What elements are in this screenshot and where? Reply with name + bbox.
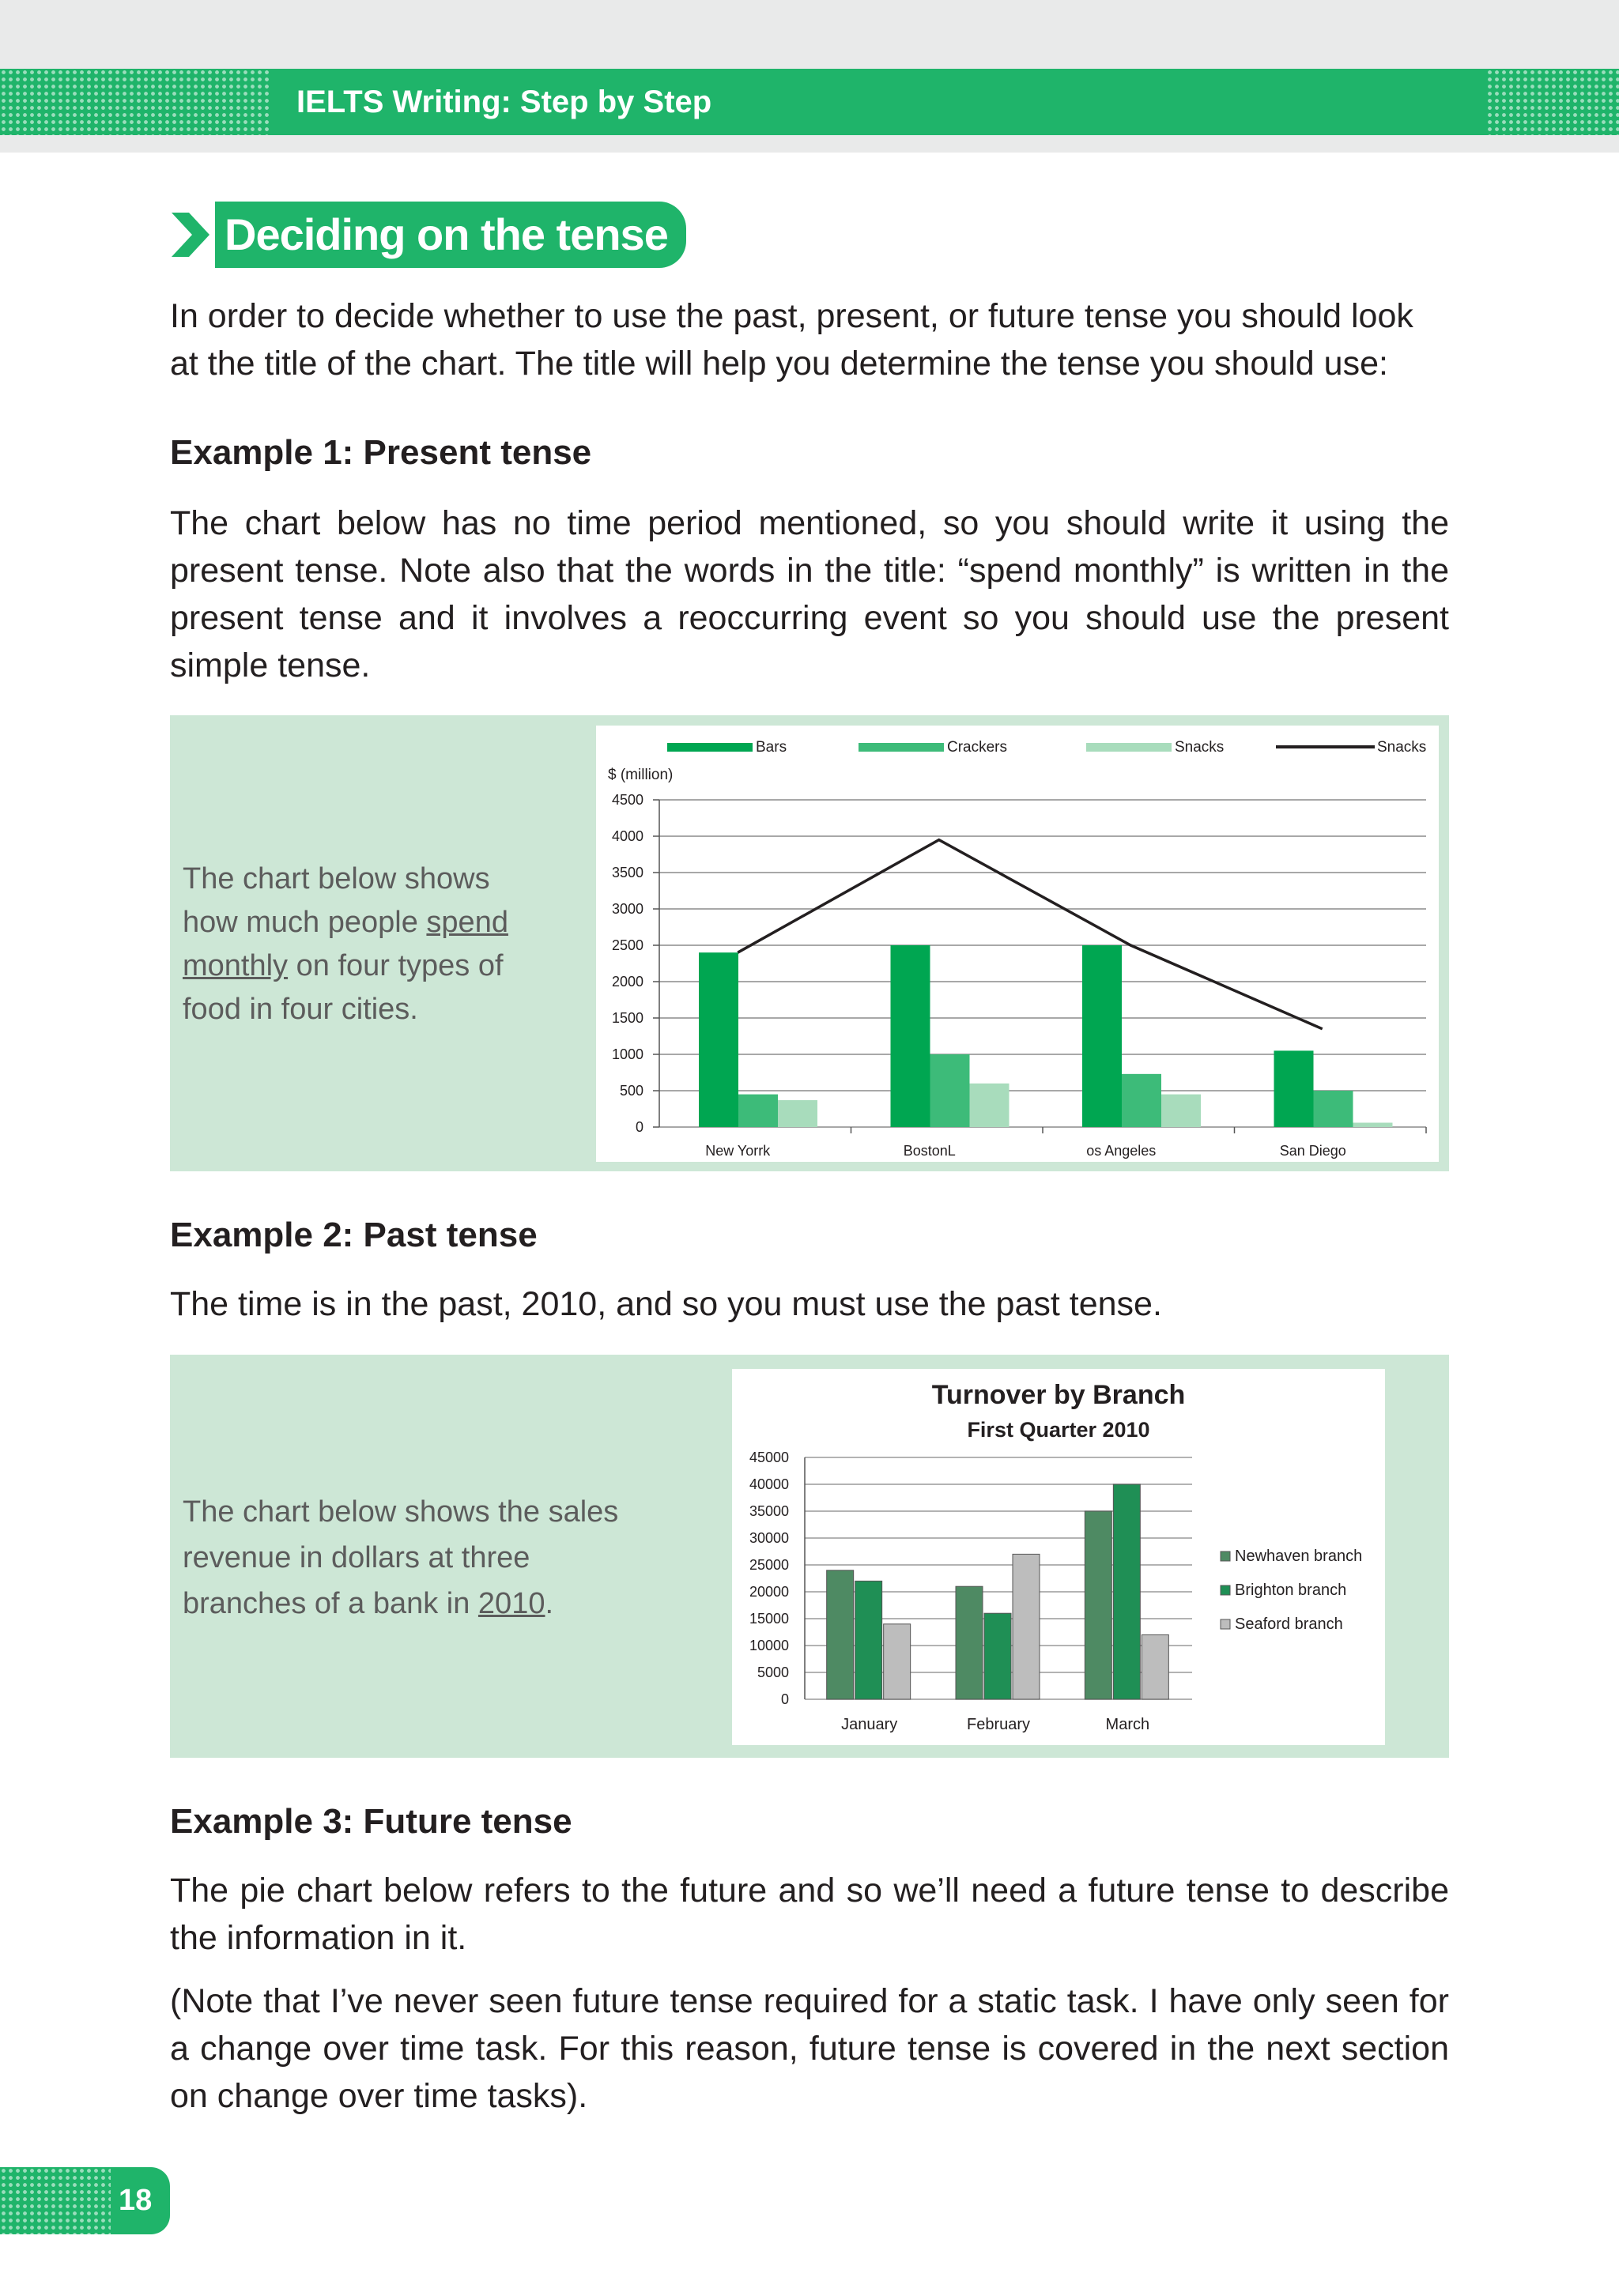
top-margin <box>0 0 1619 69</box>
x-tick-label: March <box>1105 1716 1150 1733</box>
chart-title: Turnover by Branch <box>931 1380 1186 1410</box>
y-tick-label: 40000 <box>749 1476 789 1492</box>
header-dots-pattern-left <box>0 69 269 135</box>
section-title: Deciding on the tense <box>215 202 686 268</box>
header-title: IELTS Writing: Step by Step <box>296 85 712 119</box>
header-dots-pattern-right <box>1486 69 1619 135</box>
bar-crackers <box>1122 1074 1161 1127</box>
legend-label: Snacks <box>1377 739 1427 756</box>
y-tick-label: 10000 <box>749 1638 789 1653</box>
x-tick-label: New Yorrk <box>705 1143 771 1159</box>
bar-bars <box>1082 945 1122 1127</box>
bar-snacks <box>1161 1095 1201 1127</box>
y-tick-label: 0 <box>635 1119 643 1135</box>
bar-brighton-branch <box>1113 1484 1140 1699</box>
y-tick-label: 3500 <box>611 865 643 880</box>
y-tick-label: 45000 <box>749 1450 789 1465</box>
y-tick-label: 35000 <box>749 1503 789 1519</box>
example1-heading: Example 1: Present tense <box>170 433 592 472</box>
y-tick-label: 4500 <box>611 792 643 808</box>
x-tick-label: os Angeles <box>1086 1143 1157 1159</box>
chart-subtitle: First Quarter 2010 <box>967 1418 1150 1442</box>
legend-label: Snacks <box>1175 739 1225 756</box>
header-underline <box>0 135 1619 153</box>
bar-snacks <box>778 1100 817 1127</box>
chevron-right-icon <box>168 209 213 260</box>
y-tick-label: 3000 <box>611 901 643 917</box>
bar-crackers <box>930 1054 970 1127</box>
example1-paragraph: The chart below has no time period mentioned, so you should write it using the present tense. Note also that the words in the title: “spend monthly” is written in the present tense and it involves a reoccurring event so you should use the present simple tense. <box>170 504 1449 684</box>
y-tick-label: 15000 <box>749 1611 789 1627</box>
bar-snacks <box>1353 1122 1393 1127</box>
example2-underlined-year: 2010 <box>477 1587 545 1620</box>
bar-seaford-branch <box>884 1624 911 1699</box>
y-tick-label: 1000 <box>611 1046 643 1062</box>
x-tick-label: San Diego <box>1279 1143 1346 1159</box>
footer-dots-pattern <box>0 2167 111 2234</box>
bar-bars <box>699 952 738 1127</box>
y-tick-label: 25000 <box>749 1557 789 1573</box>
example3-note: (Note that I’ve never seen future tense required for a static task. I have only seen for a change over time task. For this reason, future tense is covered in the next section on change over time tasks). <box>170 1982 1449 2115</box>
example3-paragraph: The pie chart below refers to the future and so we’ll need a future tense to describe the information in it. <box>170 1872 1449 1957</box>
x-tick-label: February <box>966 1716 1031 1733</box>
y-tick-label: 1500 <box>611 1010 643 1026</box>
series-line-snacks <box>738 840 1323 1029</box>
legend-swatch <box>667 743 753 752</box>
bar-newhaven-branch <box>1085 1511 1111 1699</box>
example2-paragraph: The time is in the past, 2010, and so you must use the past tense. <box>170 1285 1162 1323</box>
bar-bars <box>1274 1050 1314 1127</box>
bar-snacks <box>970 1084 1010 1127</box>
example1-panel <box>170 715 1449 1171</box>
legend-label: Brighton branch <box>1235 1582 1347 1599</box>
legend-label: Seaford branch <box>1235 1615 1343 1633</box>
legend-swatch <box>1086 743 1172 752</box>
bar-bars <box>891 945 930 1127</box>
legend-swatch <box>1221 1551 1230 1561</box>
legend-swatch <box>859 743 944 752</box>
example2-panel <box>170 1355 1449 1758</box>
y-tick-label: 20000 <box>749 1584 789 1600</box>
intro-paragraph: In order to decide whether to use the past, present, or future tense you should look at the title of the chart. The title will help you determine the tense you should use: <box>170 297 1413 383</box>
example2-panel-text: The chart below shows the sales revenue in dollars at three branches of a bank in 2010. <box>183 1495 619 1620</box>
bar-seaford-branch <box>1142 1634 1168 1699</box>
bar-seaford-branch <box>1013 1554 1040 1699</box>
bar-crackers <box>1314 1091 1353 1127</box>
bar-newhaven-branch <box>827 1570 854 1699</box>
bar-crackers <box>738 1095 778 1127</box>
y-tick-label: 30000 <box>749 1530 789 1546</box>
example3-heading: Example 3: Future tense <box>170 1802 572 1841</box>
y-tick-label: 5000 <box>757 1665 789 1680</box>
y-tick-label: 2500 <box>611 937 643 953</box>
y-tick-label: 0 <box>780 1691 789 1707</box>
legend-label: Bars <box>756 739 787 756</box>
legend-swatch <box>1221 1619 1230 1629</box>
turnover-chart <box>732 1369 1385 1745</box>
y-tick-label: 2000 <box>611 974 643 990</box>
legend-swatch <box>1221 1585 1230 1595</box>
x-tick-label: BostonL <box>903 1143 956 1159</box>
bar-newhaven-branch <box>956 1586 983 1699</box>
y-tick-label: 4000 <box>611 828 643 844</box>
example1-underlined-phrase: spend monthly <box>183 906 508 982</box>
y-axis-label: $ (million) <box>608 767 674 783</box>
x-tick-label: January <box>841 1716 898 1733</box>
example2-heading: Example 2: Past tense <box>170 1216 538 1254</box>
bar-brighton-branch <box>984 1613 1011 1699</box>
y-tick-label: 500 <box>619 1083 643 1099</box>
legend-label: Newhaven branch <box>1235 1548 1363 1565</box>
bar-brighton-branch <box>855 1581 882 1699</box>
legend-label: Crackers <box>947 739 1008 756</box>
spending-chart <box>596 726 1439 1162</box>
page-number: 18 <box>119 2184 153 2217</box>
example1-panel-text: The chart below shows how much people spend monthly on four types of food in four cities. <box>183 862 508 1026</box>
